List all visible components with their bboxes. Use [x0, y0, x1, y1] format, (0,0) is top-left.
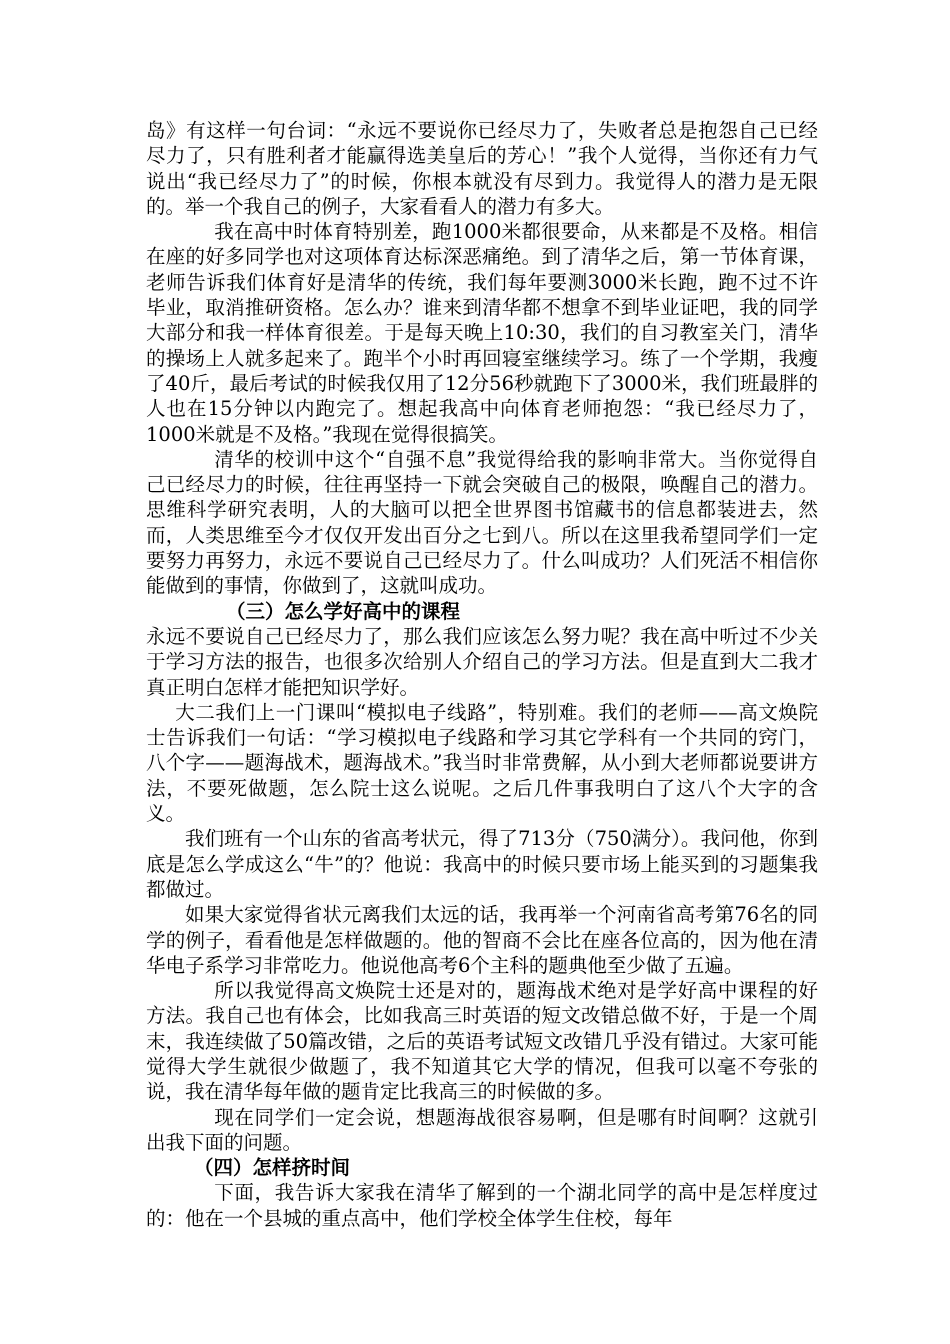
paragraph-8: 所以我觉得高文焕院士还是对的，题海战术绝对是学好高中课程的好方法。我自己也有体会，比如我高三时英语的短文改错总做不好，于是一个周末，我连续做了50篇改错，之后的英语考试短文改错几乎没有错过。大家可能觉得大学生就很少做题了，我不知道其它大学的情况，但我可以毫不夸张的说，我在清华每年做的题肯定比我高三的时候做的多。: [146, 979, 818, 1104]
paragraph-9: 现在同学们一定会说，想题海战很容易啊，但是哪有时间啊？这就引出我下面的问题。: [146, 1105, 818, 1154]
paragraph-2: 我在高中时体育特别差，跑1000米都很要命，从来都是不及格。相信在座的好多同学也对这项体育达标深恶痛绝。到了清华之后，第一节体育课，老师告诉我们体育好是清华的传统，我们每年要测3000米长跑，跑不过不许毕业，取消推研资格。怎么办？谁来到清华都不想拿不到毕业证吧，我的同学大部分和我一样体育很差。于是每天晚上10:30，我们的自习教室关门，清华的操场上人就多起来了。跑半个小时再回寝室继续学习。练了一个学期，我瘦了40斤，最后考试的时候我仅用了12分56秒就跑下了3000米，我们班最胖的人也在15分钟以内跑完了。想起我高中向体育老师抱怨：“我已经尽力了，1000米就是不及格。”我现在觉得很搞笑。: [146, 220, 818, 446]
section-heading-3: （三）怎么学好高中的课程: [226, 599, 461, 623]
section-heading-4: （四）怎样挤时间: [194, 1156, 351, 1180]
paragraph-10: 下面，我告诉大家我在清华了解到的一个湖北同学的高中是怎样度过的：他在一个县城的重点高中，他们学校全体学生住校，每年: [146, 1181, 818, 1230]
document-page: [146, 118, 818, 1231]
paragraph-1: 岛》有这样一句台词：“永远不要说你已经尽力了，失败者总是抱怨自己已经尽力了，只有胜利者才能赢得选美皇后的芳心！”我个人觉得，当你还有力气说出“我已经尽力了”的时候，你根本就没有尽到力。我觉得人的潜力是无限的。举一个我自己的例子，大家看看人的潜力有多大。: [146, 119, 818, 218]
paragraph-4: 永远不要说自己已经尽力了，那么我们应该怎么努力呢？我在高中听过不少关于学习方法的报告，也很多次给别人介绍自己的学习方法。但是直到大二我才真正明白怎样才能把知识学好。: [146, 624, 818, 699]
paragraph-7: 如果大家觉得省状元离我们太远的话，我再举一个河南省高考第76名的同学的例子，看看他是怎样做题的。他的智商不会比在座各位高的，因为他在清华电子系学习非常吃力。他说他高考6个主科的题典他至少做了五遍。: [146, 903, 818, 977]
paragraph-3: 清华的校训中这个“自强不息”我觉得给我的影响非常大。当你觉得自己已经尽力的时候，往往再坚持一下就会突破自己的极限，唤醒自己的潜力。思维科学研究表明，人的大脑可以把全世界图书馆藏书的信息都装进去，然而，人类思维至今才仅仅开发出百分之七到八。所以在这里我希望同学们一定要努力再努力，永远不要说自己已经尽力了。什么叫成功？人们死活不相信你能做到的事情，你做到了，这就叫成功。: [146, 447, 818, 598]
paragraph-5: 大二我们上一门课叫“模拟电子线路”，特别难。我们的老师——高文焕院士告诉我们一句话：“学习模拟电子线路和学习其它学科有一个共同的窍门，八个字——题海战术，题海战术。”我当时非常费解，从小到大老师都说要讲方法，不要死做题，怎么院士这么说呢。之后几件事我明白了这八个大字的含义。: [146, 700, 818, 826]
paragraph-6: 我们班有一个山东的省高考状元，得了713分（750满分）。我问他，你到底是怎么学成这么“牛”的？他说：我高中的时候只要市场上能买到的习题集我都做过。: [146, 827, 818, 901]
